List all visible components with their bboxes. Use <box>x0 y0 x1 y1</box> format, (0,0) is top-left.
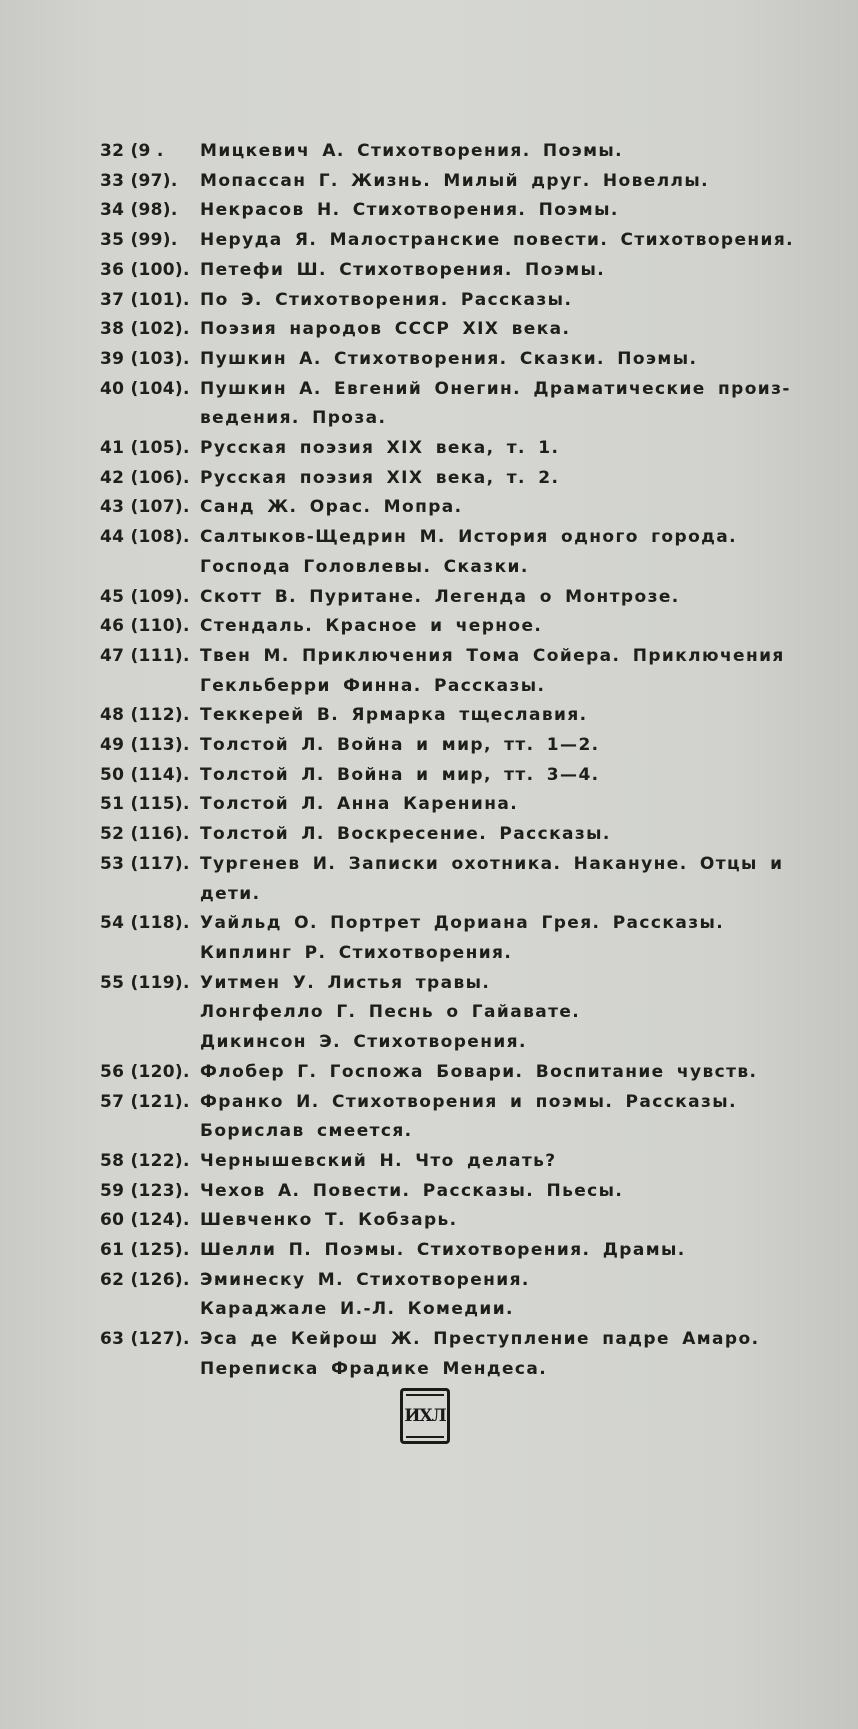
entry-text <box>200 790 820 820</box>
entry-number: 39 (103). <box>100 348 190 369</box>
entry-line: Шелли П. Поэмы. Стихотворения. Драмы. <box>200 1240 686 1261</box>
entry-text <box>200 1236 820 1266</box>
entry-line: Переписка Фрадике Мендеса. <box>200 1358 548 1379</box>
entry-text <box>200 137 820 167</box>
entry-line: Эса де Кейрош Ж. Преступление падре Амаро. <box>200 1329 760 1350</box>
publisher-logo-mark: ИХЛ <box>404 1406 446 1426</box>
entry-text <box>200 315 820 345</box>
list-item <box>100 286 820 316</box>
entry-line: Тургенев И. Записки охотника. Накануне. Отцы и <box>200 853 784 874</box>
entry-text <box>200 850 820 909</box>
entry-text <box>200 1147 820 1177</box>
entry-line: Мопассан Г. Жизнь. Милый друг. Новеллы. <box>200 170 710 191</box>
list-item <box>100 969 820 1058</box>
entry-text <box>200 256 820 286</box>
entry-line: Некрасов Н. Стихотворения. Поэмы. <box>200 200 619 221</box>
entry-line: Скотт В. Пуритане. Легенда о Монтрозе. <box>200 586 680 607</box>
entry-line: Толстой Л. Война и мир, тт. 1—2. <box>200 735 600 756</box>
entry-text <box>200 1058 820 1088</box>
entry-line: Уайльд О. Портрет Дориана Грея. Рассказы. <box>200 913 725 934</box>
list-item <box>100 523 820 582</box>
entry-line: Уитмен У. Листья травы. <box>200 972 491 993</box>
list-item <box>100 790 820 820</box>
entry-line: Дикинсон Э. Стихотворения. <box>200 1032 527 1053</box>
entry-text <box>200 761 820 791</box>
entry-text <box>200 820 820 850</box>
entry-line: Франко И. Стихотворения и поэмы. Рассказы. <box>200 1091 737 1112</box>
entry-number: 42 (106). <box>100 467 190 488</box>
list-item <box>100 583 820 613</box>
entry-number: 63 (127). <box>100 1329 190 1350</box>
entry-line: Киплинг Р. Стихотворения. <box>200 942 513 963</box>
list-item <box>100 850 820 909</box>
entry-number: 45 (109). <box>100 586 190 607</box>
entry-text <box>200 1206 820 1236</box>
entry-text <box>200 167 820 197</box>
entry-text <box>200 464 820 494</box>
list-item <box>100 1088 820 1147</box>
list-item <box>100 1147 820 1177</box>
list-item <box>100 345 820 375</box>
entry-text <box>200 1177 820 1207</box>
entry-line: Поэзия народов СССР XIX века. <box>200 319 571 340</box>
entry-line: Санд Ж. Орас. Мопра. <box>200 497 463 518</box>
entry-number: 52 (116). <box>100 824 190 845</box>
entry-line: Русская поэзия XIX века, т. 1. <box>200 438 560 459</box>
list-item <box>100 464 820 494</box>
list-item <box>100 731 820 761</box>
entry-number: 40 (104). <box>100 378 190 399</box>
entry-line: Эминеску М. Стихотворения. <box>200 1269 530 1290</box>
entry-number: 32 (9 . <box>100 141 164 161</box>
list-item <box>100 612 820 642</box>
entry-number: 51 (115). <box>100 794 190 815</box>
entry-line: Шевченко Т. Кобзарь. <box>200 1210 458 1231</box>
entry-line: Караджале И.-Л. Комедии. <box>200 1299 514 1320</box>
list-item <box>100 1206 820 1236</box>
list-item <box>100 375 820 434</box>
entry-number: 57 (121). <box>100 1091 190 1112</box>
list-item <box>100 701 820 731</box>
entry-line: Неруда Я. Малостранские повести. Стихотворения. <box>200 230 795 251</box>
entry-text <box>200 1088 820 1147</box>
entry-text <box>200 909 820 968</box>
list-item <box>100 434 820 464</box>
entry-line: Толстой Л. Война и мир, тт. 3—4. <box>200 764 600 785</box>
entry-line: Толстой Л. Воскресение. Рассказы. <box>200 824 611 845</box>
entry-text <box>200 196 820 226</box>
entry-number: 58 (122). <box>100 1150 190 1171</box>
list-item <box>100 226 820 256</box>
entry-text <box>200 1325 820 1384</box>
entry-number: 53 (117). <box>100 853 190 874</box>
entry-text <box>200 583 820 613</box>
entry-line: Толстой Л. Анна Каренина. <box>200 794 519 815</box>
entry-text <box>200 701 820 731</box>
entry-line: Салтыков-Щедрин М. История одного города. <box>200 527 738 548</box>
entry-text <box>200 226 820 256</box>
entry-line: Пушкин А. Евгений Онегин. Драматические произ- <box>200 378 791 399</box>
entry-number: 54 (118). <box>100 913 190 934</box>
entry-number: 60 (124). <box>100 1210 190 1231</box>
entry-number: 50 (114). <box>100 764 190 785</box>
entry-line: Петефи Ш. Стихотворения. Поэмы. <box>200 259 606 280</box>
entry-line: Флобер Г. Госпожа Бовари. Воспитание чувств. <box>200 1061 758 1082</box>
list-item <box>100 196 820 226</box>
publisher-logo <box>400 1388 450 1444</box>
entry-line: Гекльберри Финна. Рассказы. <box>200 675 546 696</box>
entry-text <box>200 731 820 761</box>
list-item <box>100 1177 820 1207</box>
list-item <box>100 256 820 286</box>
entry-line: ведения. Проза. <box>200 408 387 429</box>
entry-number: 37 (101). <box>100 289 190 310</box>
entry-number: 44 (108). <box>100 527 190 548</box>
entry-line: Пушкин А. Стихотворения. Сказки. Поэмы. <box>200 348 698 369</box>
list-item <box>100 1266 820 1325</box>
entry-line: Господа Головлевы. Сказки. <box>200 556 529 577</box>
entry-line: Мицкевич А. Стихотворения. Поэмы. <box>200 141 624 161</box>
entry-number: 43 (107). <box>100 497 190 518</box>
entry-number: 34 (98). <box>100 200 178 221</box>
entry-text <box>200 493 820 523</box>
entry-number: 56 (120). <box>100 1061 190 1082</box>
entry-text <box>200 434 820 464</box>
list-item <box>100 761 820 791</box>
list-item <box>100 1325 820 1384</box>
entry-number: 48 (112). <box>100 705 190 726</box>
entry-number: 47 (111). <box>100 645 190 666</box>
list-item <box>100 137 820 167</box>
entry-number: 49 (113). <box>100 735 190 756</box>
list-item <box>100 642 820 701</box>
entry-number: 41 (105). <box>100 438 190 459</box>
entry-number: 55 (119). <box>100 972 190 993</box>
book-list <box>100 137 820 1385</box>
list-item <box>100 1236 820 1266</box>
entry-text <box>200 286 820 316</box>
entry-text <box>200 969 820 1058</box>
entry-text <box>200 523 820 582</box>
list-item <box>100 315 820 345</box>
entry-line: Чехов А. Повести. Рассказы. Пьесы. <box>200 1180 624 1201</box>
entry-text <box>200 1266 820 1325</box>
entry-text <box>200 612 820 642</box>
entry-line: Борислав смеется. <box>200 1121 413 1142</box>
entry-line: Лонгфелло Г. Песнь о Гайавате. <box>200 1002 581 1023</box>
entry-text <box>200 642 820 701</box>
entry-line: Русская поэзия XIX века, т. 2. <box>200 467 560 488</box>
entry-number: 35 (99). <box>100 230 178 251</box>
entry-line: Твен М. Приключения Тома Сойера. Приключения <box>200 645 785 666</box>
entry-text <box>200 375 820 434</box>
list-item <box>100 167 820 197</box>
entry-line: Стендаль. Красное и черное. <box>200 616 543 637</box>
entry-line: Чернышевский Н. Что делать? <box>200 1150 557 1171</box>
entry-number: 33 (97). <box>100 170 178 191</box>
entry-line: Теккерей В. Ярмарка тщеславия. <box>200 705 588 726</box>
list-item <box>100 909 820 968</box>
entry-number: 59 (123). <box>100 1180 190 1201</box>
entry-line: дети. <box>200 883 261 904</box>
entry-line: По Э. Стихотворения. Рассказы. <box>200 289 573 310</box>
entry-text <box>200 345 820 375</box>
entry-number: 46 (110). <box>100 616 190 637</box>
list-item <box>100 493 820 523</box>
entry-number: 38 (102). <box>100 319 190 340</box>
list-item <box>100 1058 820 1088</box>
list-item <box>100 820 820 850</box>
entry-number: 36 (100). <box>100 259 190 280</box>
entry-number: 61 (125). <box>100 1240 190 1261</box>
entry-number: 62 (126). <box>100 1269 190 1290</box>
